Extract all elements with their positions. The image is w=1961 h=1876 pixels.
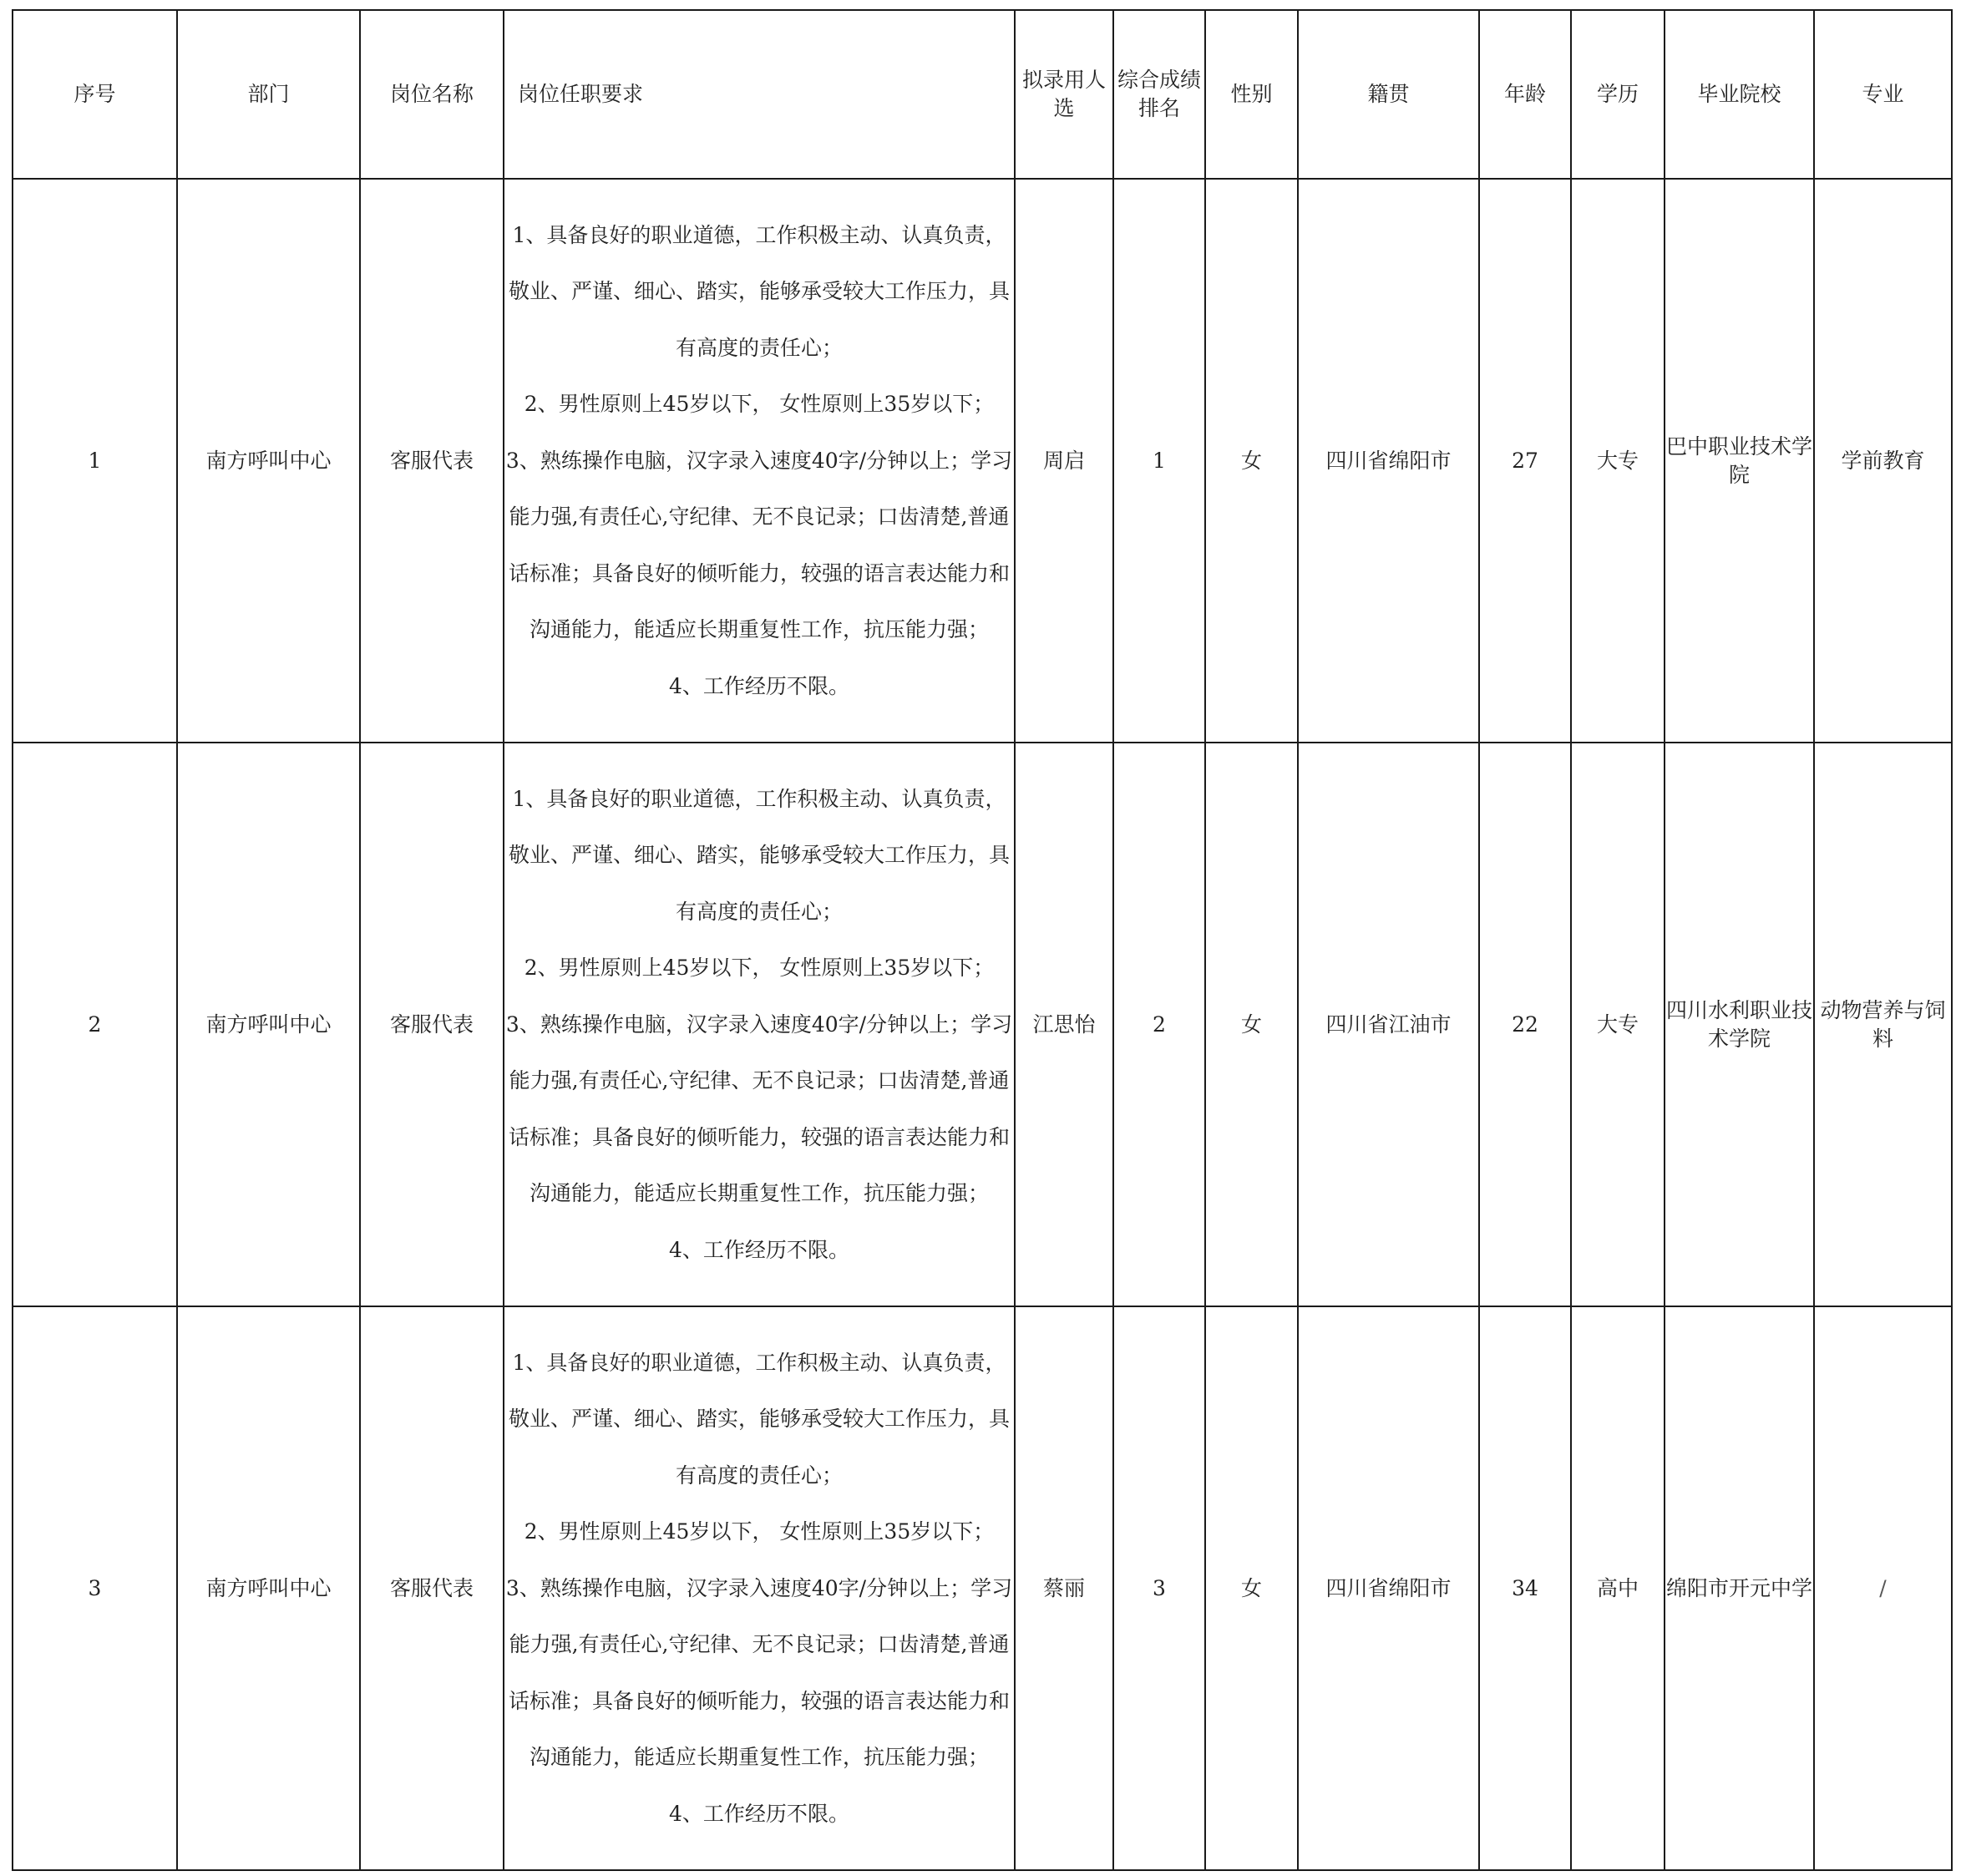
table-row — [13, 179, 1952, 743]
requirement-line: 2、男性原则上45岁以下， 女性原则上35岁以下； — [524, 1519, 995, 1544]
table-row — [13, 743, 1952, 1306]
cell-gender: 女 — [1205, 179, 1298, 743]
cell-rank: 1 — [1113, 179, 1205, 743]
cell-requirements — [504, 743, 1015, 1306]
recruitment-table — [12, 9, 1953, 1871]
cell-candidate: 蔡丽 — [1015, 1306, 1113, 1870]
requirement-line: 4、工作经历不限。 — [669, 1237, 849, 1262]
cell-school: 绵阳市开元中学 — [1665, 1306, 1814, 1870]
cell-origin: 四川省绵阳市 — [1298, 179, 1479, 743]
header-dept: 部门 — [177, 10, 360, 179]
header-school: 毕业院校 — [1665, 10, 1814, 179]
requirement-line: 1、具备良好的职业道德，工作积极主动、认真负责，敬业、严谨、细心、踏实，能够承受较大工作压力，具有高度的责任心； — [508, 222, 1010, 360]
cell-origin: 四川省绵阳市 — [1298, 1306, 1479, 1870]
cell-position: 客服代表 — [360, 1306, 504, 1870]
cell-age: 34 — [1479, 1306, 1571, 1870]
cell-education: 大专 — [1571, 743, 1665, 1306]
cell-seq: 2 — [13, 743, 177, 1306]
header-origin: 籍贯 — [1298, 10, 1479, 179]
cell-seq: 1 — [13, 179, 177, 743]
header-education: 学历 — [1571, 10, 1665, 179]
cell-dept: 南方呼叫中心 — [177, 1306, 360, 1870]
cell-age: 22 — [1479, 743, 1571, 1306]
cell-requirements — [504, 179, 1015, 743]
header-seq: 序号 — [13, 10, 177, 179]
table-row — [13, 1306, 1952, 1870]
requirement-line: 3、熟练操作电脑，汉字录入速度40字/分钟以上；学习能力强,有责任心,守纪律、无不良记录；口齿清楚,普通话标准；具备良好的倾听能力，较强的语言表达能力和沟通能力，能适应长期重复性工作，抗压能力强； — [505, 1012, 1013, 1206]
header-position: 岗位名称 — [360, 10, 504, 179]
header-requirements: 岗位任职要求 — [504, 10, 1015, 179]
cell-requirements — [504, 1306, 1015, 1870]
cell-major: / — [1814, 1306, 1952, 1870]
table-body — [13, 179, 1952, 1870]
cell-school: 四川水利职业技术学院 — [1665, 743, 1814, 1306]
requirement-line: 3、熟练操作电脑，汉字录入速度40字/分钟以上；学习能力强,有责任心,守纪律、无不良记录；口齿清楚,普通话标准；具备良好的倾听能力，较强的语言表达能力和沟通能力，能适应长期重复性工作，抗压能力强； — [505, 1575, 1013, 1770]
requirement-line: 1、具备良好的职业道德，工作积极主动、认真负责，敬业、严谨、细心、踏实，能够承受较大工作压力，具有高度的责任心； — [508, 1350, 1010, 1488]
cell-candidate: 周启 — [1015, 179, 1113, 743]
cell-origin: 四川省江油市 — [1298, 743, 1479, 1306]
cell-school: 巴中职业技术学院 — [1665, 179, 1814, 743]
cell-candidate: 江思怡 — [1015, 743, 1113, 1306]
requirement-line: 2、男性原则上45岁以下， 女性原则上35岁以下； — [524, 956, 995, 981]
cell-education: 大专 — [1571, 179, 1665, 743]
cell-dept: 南方呼叫中心 — [177, 179, 360, 743]
cell-rank: 2 — [1113, 743, 1205, 1306]
requirement-line: 4、工作经历不限。 — [669, 1801, 849, 1826]
requirement-line: 4、工作经历不限。 — [669, 673, 849, 698]
cell-gender: 女 — [1205, 743, 1298, 1306]
header-row — [13, 10, 1952, 179]
header-candidate: 拟录用人选 — [1015, 10, 1113, 179]
cell-age: 27 — [1479, 179, 1571, 743]
header-rank: 综合成绩排名 — [1113, 10, 1205, 179]
cell-major: 学前教育 — [1814, 179, 1952, 743]
header-gender: 性别 — [1205, 10, 1298, 179]
cell-seq: 3 — [13, 1306, 177, 1870]
requirement-line: 3、熟练操作电脑，汉字录入速度40字/分钟以上；学习能力强,有责任心,守纪律、无不良记录；口齿清楚,普通话标准；具备良好的倾听能力，较强的语言表达能力和沟通能力，能适应长期重复性工作，抗压能力强； — [505, 448, 1013, 642]
cell-education: 高中 — [1571, 1306, 1665, 1870]
requirement-line: 1、具备良好的职业道德，工作积极主动、认真负责，敬业、严谨、细心、踏实，能够承受较大工作压力，具有高度的责任心； — [508, 786, 1010, 924]
header-age: 年龄 — [1479, 10, 1571, 179]
header-major: 专业 — [1814, 10, 1952, 179]
cell-position: 客服代表 — [360, 743, 504, 1306]
cell-dept: 南方呼叫中心 — [177, 743, 360, 1306]
cell-rank: 3 — [1113, 1306, 1205, 1870]
cell-position: 客服代表 — [360, 179, 504, 743]
requirement-line: 2、男性原则上45岁以下， 女性原则上35岁以下； — [524, 392, 995, 417]
table-header — [13, 10, 1952, 179]
cell-major: 动物营养与饲料 — [1814, 743, 1952, 1306]
cell-gender: 女 — [1205, 1306, 1298, 1870]
